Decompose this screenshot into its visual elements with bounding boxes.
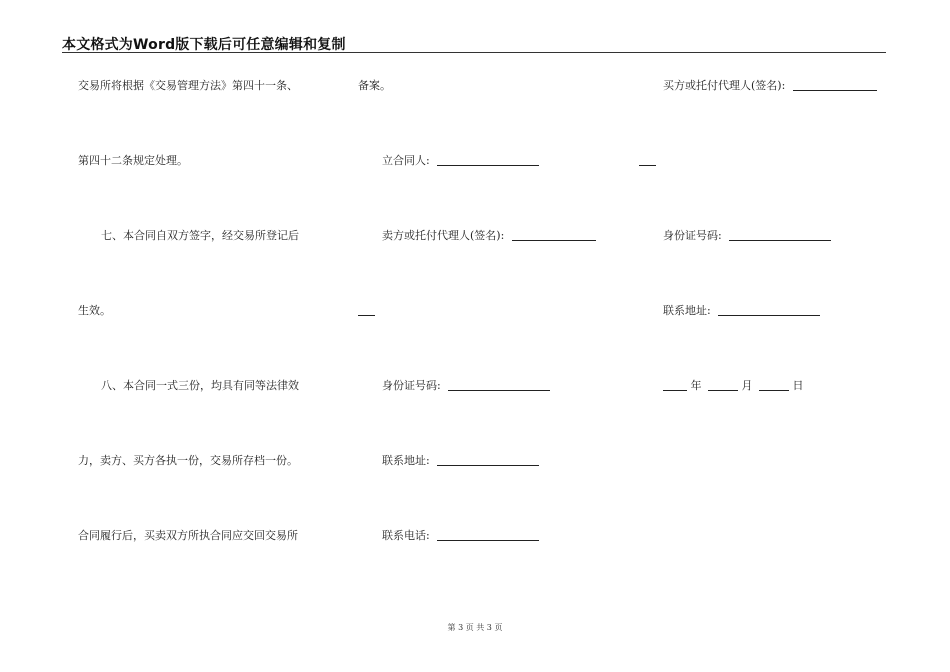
seller-phone-label: 联系电话: [382,529,430,542]
left-line-1: 交易所将根据《交易管理方法》第四十一条、 [78,79,298,92]
buyer-address-blank[interactable] [718,305,820,316]
left-line-4: 生效。 [78,304,111,317]
seller-id-blank[interactable] [448,380,550,391]
seller-address-label: 联系地址: [382,454,430,467]
buyer-address-row [663,304,820,318]
left-line-7: 合同履行后，买卖双方所执合同应交回交易所 [78,529,298,542]
date-month-blank[interactable] [708,380,738,391]
buyer-agent-blank-continuation[interactable] [639,155,656,166]
left-line-6: 力，卖方、买方各执一份，交易所存档一份。 [78,454,298,467]
page-footer: 第 3 页 共 3 页 [447,623,503,632]
contract-signer-label: 立合同人: [382,154,430,167]
buyer-id-label: 身份证号码: [663,229,722,242]
date-day-blank[interactable] [759,380,789,391]
buyer-address-label: 联系地址: [663,304,711,317]
buyer-id-row [663,229,831,243]
date-year-blank[interactable] [663,380,687,391]
seller-phone-row [382,529,539,543]
header-divider [62,52,886,53]
buyer-id-blank[interactable] [729,230,831,241]
seller-id-label: 身份证号码: [382,379,441,392]
date-year-label: 年 [690,379,702,392]
seller-agent-row [382,229,596,243]
left-line-5: 八、本合同一式三份，均具有同等法律效 [101,379,299,392]
seller-address-blank[interactable] [437,455,539,466]
date-day-label: 日 [792,379,804,392]
seller-agent-blank-continuation[interactable] [358,305,375,316]
seller-address-row [382,454,539,468]
buyer-agent-blank[interactable] [793,80,877,91]
contract-signer-blank[interactable] [437,155,539,166]
contract-signer-row [382,154,539,168]
left-line-3: 七、本合同自双方签字，经交易所登记后 [101,229,299,242]
buyer-agent-continuation [639,154,656,168]
seller-agent-label: 卖方或托付代理人(签名): [382,229,505,242]
seller-phone-blank[interactable] [437,530,539,541]
buyer-agent-label: 买方或托付代理人(签名): [663,79,786,92]
seller-id-row [382,379,550,393]
left-line-2: 第四十二条规定处理。 [78,154,188,167]
date-month-label: 月 [741,379,753,392]
seller-agent-continuation [358,304,375,318]
date-row [663,379,804,393]
buyer-agent-row [663,79,877,93]
middle-line-1: 备案。 [358,79,391,92]
page-header-title: 本文格式为Word版下载后可任意编辑和复制 [62,37,346,53]
seller-agent-blank[interactable] [512,230,596,241]
